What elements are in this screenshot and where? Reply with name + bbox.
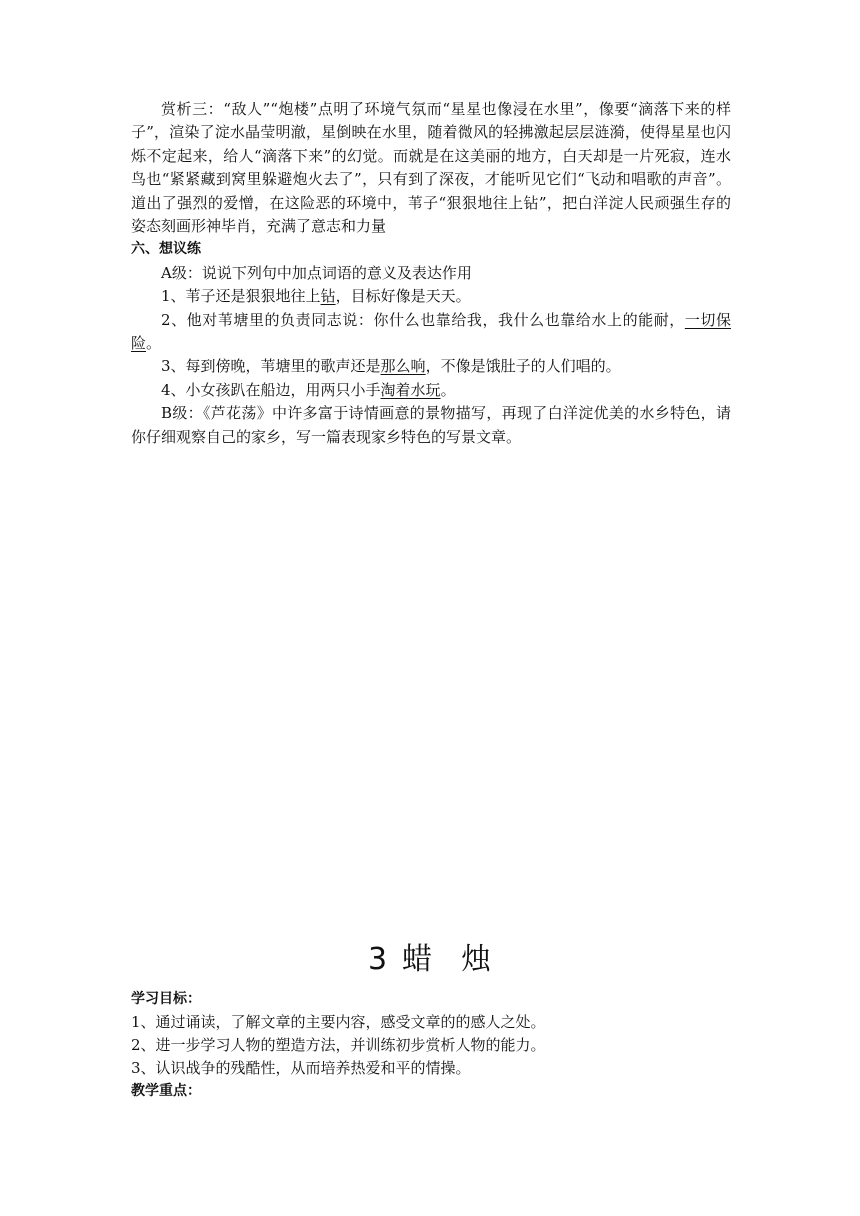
dotted-word: 那么响 — [380, 357, 426, 376]
exercise-text: 1、苇子还是狠狠地往上 — [161, 287, 321, 306]
exercise-text: ，不像是饿肚子的人们唱的。 — [425, 357, 621, 376]
level-b-prompt: B级：《芦花荡》中许多富于诗情画意的景物描写，再现了白洋淀优美的水乡特色，请你仔细观察自己的家乡，写一篇表现家乡特色的写景文章。 — [131, 404, 731, 446]
goal-item: 2、进一步学习人物的塑造方法，并训练初步赏析人物的能力。 — [131, 1036, 546, 1054]
lesson-title-char: 蜡 — [402, 942, 434, 977]
upper-section — [131, 98, 731, 449]
goal-item: 1、通过诵读，了解文章的主要内容，感受文章的的感人之处。 — [131, 1013, 546, 1031]
exercise-item — [131, 309, 731, 356]
lesson-number: 3 — [367, 942, 389, 977]
lesson-title — [0, 940, 860, 980]
exercise-text: 2、他对苇塘里的负责同志说：你什么也靠给我，我什么也靠给水上的能耐， — [161, 310, 685, 329]
exercise-item — [131, 355, 731, 378]
lesson-title-char: 烛 — [461, 942, 493, 977]
dotted-word: 淘着水玩 — [380, 380, 441, 399]
exercise-item — [131, 285, 731, 308]
exercise-item — [131, 379, 731, 402]
exercise-text: ，目标好像是天天。 — [335, 287, 471, 306]
goals-heading: 学习目标： — [131, 991, 201, 1007]
exercise-text: 。 — [146, 334, 162, 353]
lower-section — [131, 988, 731, 1103]
dotted-word: 一切保险 — [131, 310, 731, 353]
level-a-prompt: A级：说说下列句中加点词语的意义及表达作用 — [161, 263, 472, 282]
focus-heading: 教学重点： — [131, 1083, 201, 1099]
exercise-text: 。 — [440, 380, 456, 399]
analysis-paragraph: 赏析三：“敌人”“炮楼”点明了环境气氛而“星星也像浸在水里”，像要“滴落下来的样子”，渲染了淀水晶莹明澈，星倒映在水里，随着微风的轻拂激起层层涟漪，使得星星也闪烁不定起来，给人“滴落下来”的幻觉。而就是在这美丽的地方，白天却是一片死寂，连水鸟也“紧紧藏到窝里躲避炮火去了”，只有到了深夜，才能听见它们“飞动和唱歌的声音”。道出了强烈的爱憎，在这险恶的环境中，苇子“狠狠地往上钻”，把白洋淀人民顽强生存的姿态刻画形神毕肖，充满了意志和力量 — [131, 100, 731, 236]
goal-item: 3、认识战争的残酷性，从而培养热爱和平的情操。 — [131, 1059, 471, 1077]
exercise-text: 4、小女孩趴在船边，用两只小手 — [161, 380, 381, 399]
exercise-text: 3、每到傍晚，苇塘里的歌声还是 — [161, 357, 381, 376]
dotted-word: 钻 — [320, 287, 336, 306]
section-heading: 六、想议练 — [131, 241, 201, 258]
